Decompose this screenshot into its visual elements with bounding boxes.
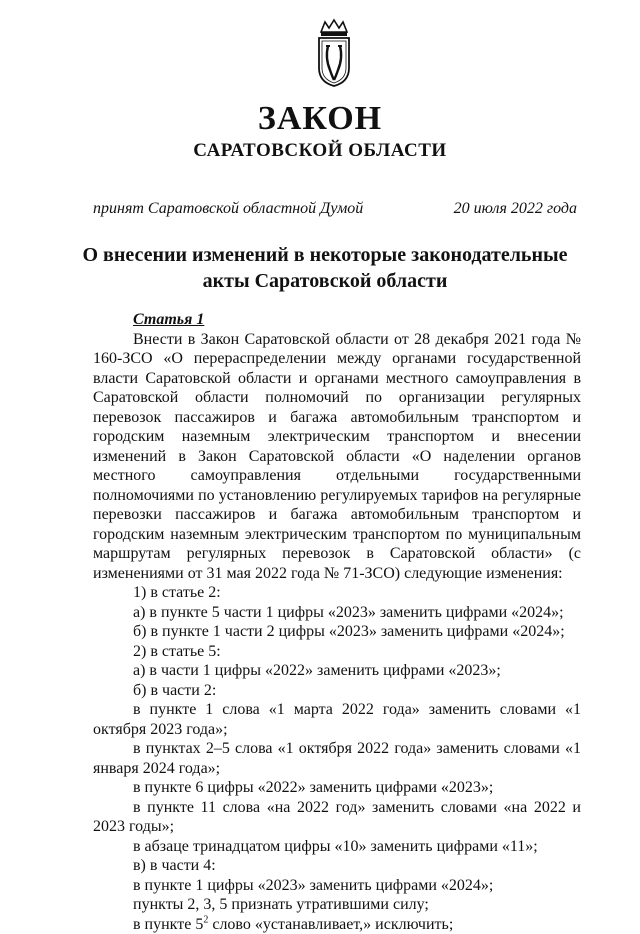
adopted-by: принят Саратовской областной Думой <box>93 200 363 218</box>
list-item: а) в пункте 5 части 1 цифры «2023» заменить цифрами «2024»; <box>93 603 581 623</box>
list-item: в пункте 1 цифры «2023» заменить цифрами «2024»; <box>93 876 581 896</box>
list-item: в) в части 4: <box>93 856 581 876</box>
document-title-line1: О внесении изменений в некоторые законодательные <box>80 242 570 268</box>
list-item: в пункте 6 цифры «2022» заменить цифрами «2023»; <box>93 778 581 798</box>
list-item: б) в части 2: <box>93 681 581 701</box>
article-heading: Статья 1 <box>93 310 581 330</box>
last-line-after: слово «устанавливает,» исключить; <box>208 916 453 933</box>
list-item: б) в пункте 1 части 2 цифры «2023» заменить цифрами «2024»; <box>93 622 581 642</box>
region-subtitle: САРАТОВСКОЙ ОБЛАСТИ <box>0 140 640 162</box>
list-item: в пункте 11 слова «на 2022 год» заменить словами «на 2022 и 2023 годы»; <box>93 798 581 837</box>
coat-of-arms-icon <box>313 18 355 88</box>
adoption-date: 20 июля 2022 года <box>454 200 577 218</box>
paragraph: Внести в Закон Саратовской области от 28 декабря 2021 года № 160-ЗСО «О перераспределении между органами государственной власти Саратовской области и органами местного самоуправления в Саратовской области полномочий по организации регулярных перевозок пассажиров и багажа автомобильным транспортом и городским наземным электрическим транспортом и внесении изменений в Закон Саратовской области «О наделении органов местного самоуправления отдельными государственными полномочиями по установлению регулируемых тарифов на регулярные перевозки пассажиров и багажа автомобильным транспортом и городским наземным электрическим транспортом по муниципальным маршрутам регулярных перевозок в Саратовской области» (с изменениями от 31 мая 2022 года № 71-ЗСО) следующие изменения: <box>93 330 581 584</box>
list-item <box>93 915 581 934</box>
list-item: а) в части 1 цифры «2022» заменить цифрами «2023»; <box>93 661 581 681</box>
list-item: 2) в статье 5: <box>93 642 581 662</box>
document-body <box>93 310 581 934</box>
superscript: 2 <box>203 914 208 925</box>
document-title-line2: акты Саратовской области <box>80 268 570 294</box>
list-item: в абзаце тринадцатом цифры «10» заменить цифрами «11»; <box>93 837 581 857</box>
law-title: ЗАКОН <box>0 100 640 138</box>
list-item: пункты 2, 3, 5 признать утратившими силу; <box>93 895 581 915</box>
list-item: в пункте 1 слова «1 марта 2022 года» заменить словами «1 октября 2023 года»; <box>93 700 581 739</box>
document-title <box>80 242 570 294</box>
last-line-before: в пункте 5 <box>133 916 203 933</box>
list-item: 1) в статье 2: <box>93 583 581 603</box>
list-item: в пунктах 2–5 слова «1 октября 2022 года» заменить словами «1 января 2024 года»; <box>93 739 581 778</box>
